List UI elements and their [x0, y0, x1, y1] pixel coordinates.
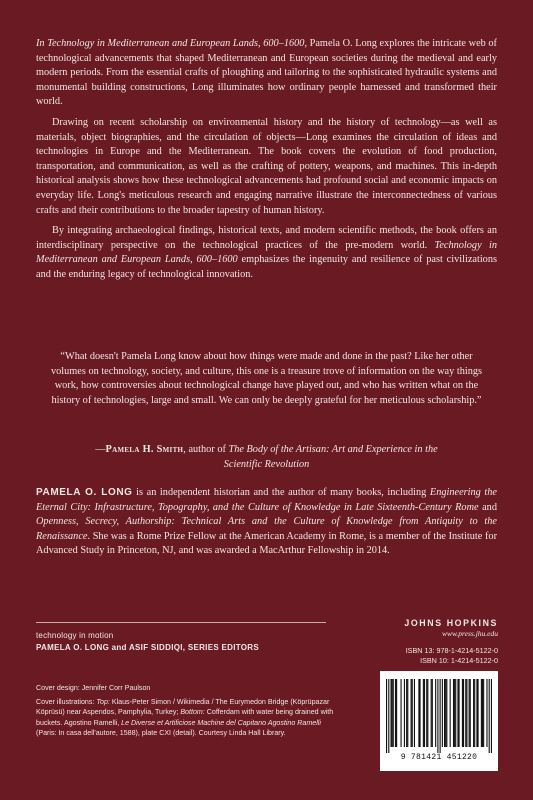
- barcode-bar: [432, 679, 433, 747]
- barcode-bar: [407, 679, 408, 747]
- barcode-bar: [462, 679, 463, 747]
- book-title-italic: Technology in Mediterranean and European Lands, 600–1600: [36, 239, 497, 266]
- quote-author-book: The Body of the Artisan: Art and Experience in the Scientific Revolution: [223, 444, 438, 470]
- barcode-bar: [474, 679, 475, 747]
- barcode-bar: [390, 679, 391, 747]
- barcode-bar: [459, 679, 460, 747]
- barcode-bar: [455, 679, 456, 747]
- quote-attribution: —Pamela H. Smith, author of The Body of the Artisan: Art and Experience in the Scientific Revolution: [95, 444, 438, 470]
- barcode-bar: [445, 679, 446, 747]
- isbn-block: [384, 646, 498, 666]
- series-info: [36, 630, 336, 654]
- barcode-bar: [427, 679, 428, 747]
- barcode-bar: [457, 679, 458, 747]
- barcode-bar: [463, 679, 464, 747]
- cover-credits: [36, 683, 336, 742]
- description-paragraph-1: In Technology in Mediterranean and European Lands, 600–1600, Pamela O. Long explores the intricate web of technological advancements that shaped Mediterranean and European societies during the medieval and early modern periods. From the essential crafts of ploughing and tailoring to the sophisticated hydraulic systems and monumental building constructions, Long illuminates how ordinary people harnessed and transformed their world.: [36, 38, 497, 108]
- barcode-bar: [486, 679, 487, 747]
- barcode-bar: [423, 679, 424, 747]
- series-divider: [36, 622, 326, 623]
- barcode-bar: [483, 679, 484, 747]
- publisher-name: JOHNS HOPKINS: [404, 618, 498, 628]
- barcode-bar: [482, 679, 483, 747]
- barcode-digits: 9 781421 451220: [400, 753, 478, 762]
- barcode-bar: [491, 679, 492, 753]
- barcode-bar: [388, 679, 389, 753]
- barcode-bar: [440, 679, 441, 753]
- barcode-bar: [465, 679, 466, 747]
- barcode-bar: [446, 679, 447, 747]
- series-name: technology in motion: [36, 631, 114, 640]
- barcode-bar: [414, 679, 415, 747]
- cover-design-credit: Cover design: Jennifer Corr Paulson: [36, 684, 151, 692]
- barcode-bar: [418, 679, 419, 747]
- publisher-url: www.press.jhu.edu: [441, 629, 498, 638]
- barcode-bar: [404, 679, 405, 747]
- barcode-bar: [477, 679, 478, 747]
- isbn-13: ISBN 13: 978-1-4214-5122-0: [405, 646, 498, 655]
- series-editors: PAMELA O. LONG and ASIF SIDDIQI, SERIES EDITORS: [36, 643, 260, 652]
- barcode-bar: [411, 679, 412, 747]
- barcode-bar: [470, 679, 471, 747]
- barcode-bar: [437, 679, 438, 753]
- barcode-bar: [396, 679, 397, 747]
- barcode-bar: [419, 679, 420, 747]
- barcode-bar: [386, 679, 387, 753]
- endorsement-quote: “What doesn't Pamela Long know about how things were made and done in the past? Like her other volumes on technology, society, and culture, this one is a treasure trove of information on the way things work, how controversies about technological change have played out, and who has written what on the history of technologies, large and small. We can only be deeply grateful for her meticulous scholarship.”: [50, 351, 483, 406]
- barcode-bar: [466, 679, 467, 747]
- cover-illustration-credit: Cover illustrations: Top: Klaus-Peter Simon / Wikimedia / The Eurymedon Bridge (Köprüpazar Köprüsü) near Aspendos, Pamphylia, Turkey; Bottom: Cofferdam with water being drained with buckets. Agostino Ramelli, Le Diverse et Artificiose Machine del Capitano Agostino Ramelli (Paris: In casa dell'autore, 1588), plate CXI (detail). Courtesy Linda Hall Library.: [36, 698, 334, 737]
- barcode-bar: [444, 679, 445, 747]
- barcode-bar: [489, 679, 490, 753]
- barcode-bar: [431, 679, 432, 747]
- barcode-bar: [473, 679, 474, 747]
- barcode-bar: [476, 679, 477, 747]
- author-bio: PAMELA O. LONG is an independent historian and the author of many books, including Engineering the Eternal City: Infrastructure, Topography, and the Culture of Knowledge in Late Sixteenth-Century Rome and Openness, Secrecy, Authorship: Technical Arts and the Culture of Knowledge from Antiquity to the Renaissance. She was a Rome Prize Fellow at the American Academy in Rome, is a member of the Institute for Advanced Study in Princeton, NJ, and was awarded a MacArthur Fellowship in 2014.: [36, 487, 497, 557]
- barcode-bar: [401, 679, 402, 747]
- description-paragraph-3: By integrating archaeological findings, historical texts, and modern scientific methods, the book offers an interdisciplinary perspective on the technological practices of the pre-modern world. Technology in Mediterranean and European Lands, 600–1600 emphasizes the ingenuity and resilience of past civilizations and the enduring legacy of technological innovation.: [36, 225, 497, 280]
- barcode-bar: [469, 679, 470, 747]
- barcode-bar: [426, 679, 427, 747]
- barcode: [380, 671, 498, 771]
- publisher-logo: [384, 618, 498, 638]
- barcode-bar: [454, 679, 455, 747]
- barcode-bar: [392, 679, 393, 747]
- barcode-bar: [481, 679, 482, 747]
- barcode-bar: [393, 679, 394, 747]
- barcode-bar: [442, 679, 443, 747]
- barcode-bar: [453, 679, 454, 747]
- barcode-bars: [386, 679, 492, 753]
- book-title-italic: In Technology in Mediterranean and European Lands, 600–1600: [36, 38, 305, 49]
- isbn-10: ISBN 10: 1-4214-5122-0: [420, 655, 498, 665]
- author-name: PAMELA O. LONG: [36, 487, 133, 498]
- barcode-bar: [424, 679, 425, 747]
- barcode-bar: [435, 679, 436, 747]
- book-description: [36, 37, 497, 289]
- quote-author: Pamela H. Smith: [105, 444, 184, 455]
- barcode-bar: [412, 679, 413, 747]
- barcode-bar: [395, 679, 396, 747]
- barcode-bar: [406, 679, 407, 747]
- description-paragraph-2: Drawing on recent scholarship on environmental history and the history of technology—as well as materials, object biographies, and the circulation of objects—Long examines the circulation of ideas and technologies in Europe and the Mediterranean. The book covers the evolution of food production, transportation, and communication, as well as the crafting of pottery, weapons, and machines. This in-depth historical analysis shows how these technological advancements had profound social and economic impacts on everyday life. Long's meticulous research and engaging narrative illustrate the interconnectedness of various crafts and their contributions to the broader tapestry of human history.: [36, 116, 497, 216]
- barcode-bar: [450, 679, 451, 747]
